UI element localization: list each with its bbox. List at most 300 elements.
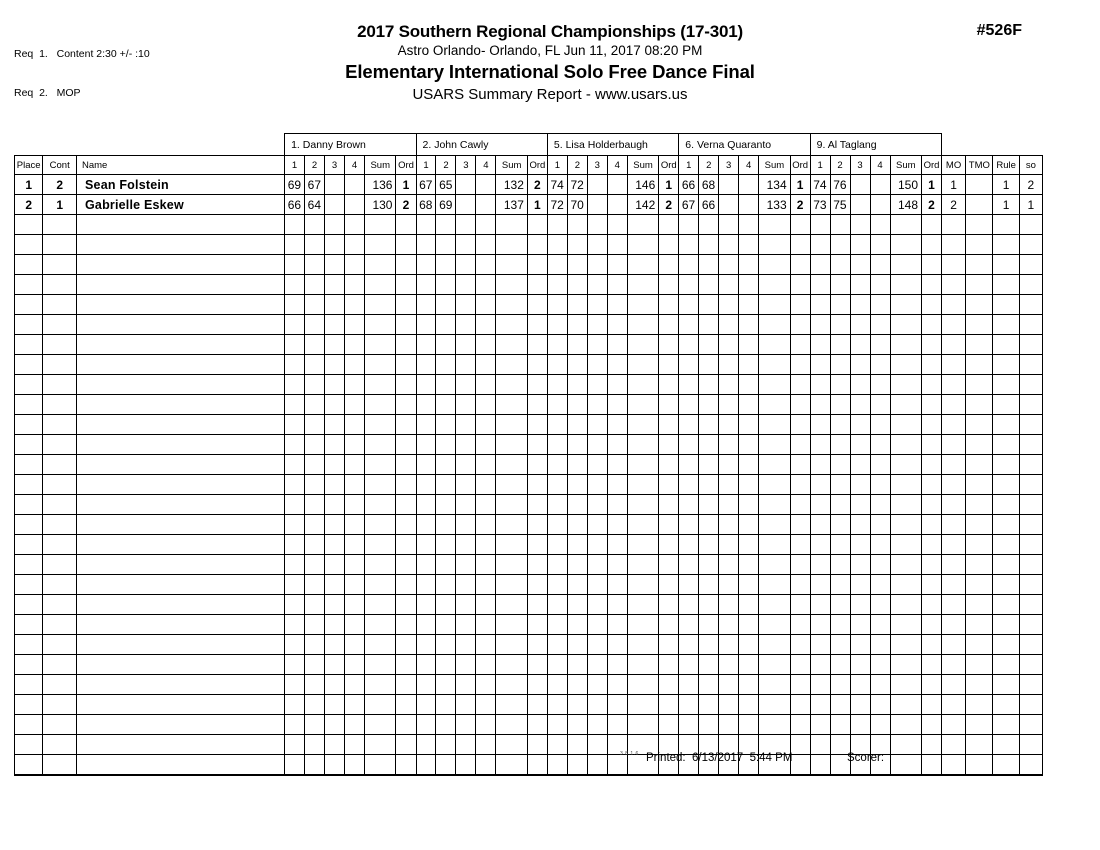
- cell-empty: [870, 375, 890, 395]
- report-header: [0, 22, 1100, 106]
- cell-empty: [43, 215, 77, 235]
- cell-empty: [496, 215, 528, 235]
- cell-empty: [496, 235, 528, 255]
- cell-empty: [345, 295, 365, 315]
- table-row-empty: [15, 455, 1043, 475]
- cell-empty: [966, 575, 993, 595]
- cell-empty: [810, 475, 830, 495]
- cell-empty: [15, 535, 43, 555]
- cell-empty: [285, 715, 305, 735]
- cell-empty: [699, 495, 719, 515]
- cell-empty: [547, 315, 567, 335]
- cell-empty: [496, 455, 528, 475]
- cell-empty: [396, 595, 416, 615]
- cell-empty: [77, 515, 285, 535]
- cell-empty: [77, 615, 285, 635]
- cell-empty: [1019, 695, 1042, 715]
- cell-empty: [396, 375, 416, 395]
- cell-empty: [627, 555, 659, 575]
- cell-empty: [436, 375, 456, 395]
- cell-empty: [305, 595, 325, 615]
- cell-empty: [679, 675, 699, 695]
- cell-empty: [587, 555, 607, 575]
- cell-empty: [285, 535, 305, 555]
- cell-empty: [436, 355, 456, 375]
- cell-empty: [567, 695, 587, 715]
- cell-empty: [759, 715, 791, 735]
- cell-empty: [922, 355, 942, 375]
- header-j2-m2: 2: [436, 156, 456, 175]
- cell-empty: [679, 435, 699, 455]
- cell-empty: [285, 435, 305, 455]
- cell-empty: [830, 235, 850, 255]
- cell-empty: [587, 215, 607, 235]
- cell-empty: [739, 475, 759, 495]
- cell-empty: [942, 295, 966, 315]
- cell-empty: [396, 475, 416, 495]
- cell-empty: [476, 555, 496, 575]
- cell-empty: [790, 655, 810, 675]
- cell-empty: [547, 515, 567, 535]
- judge-header-5: 9. Al Taglang: [810, 134, 941, 156]
- cell-empty: [527, 475, 547, 495]
- cell-empty: [699, 475, 719, 495]
- cell-empty: [476, 215, 496, 235]
- cell-empty: [43, 275, 77, 295]
- cell-empty: [456, 415, 476, 435]
- cell-empty: [547, 495, 567, 515]
- cell-empty: [527, 355, 547, 375]
- cell-empty: [922, 655, 942, 675]
- cell-empty: [396, 515, 416, 535]
- cell-empty: [659, 575, 679, 595]
- cell-empty: [627, 435, 659, 455]
- cell-empty: [607, 595, 627, 615]
- cell-empty: [305, 695, 325, 715]
- cell-empty: [396, 495, 416, 515]
- cell-empty: [456, 475, 476, 495]
- cell-empty: [456, 335, 476, 355]
- cell-empty: [790, 295, 810, 315]
- cell-empty: [850, 295, 870, 315]
- cell-empty: [739, 495, 759, 515]
- cell-empty: [396, 695, 416, 715]
- cell-empty: [627, 415, 659, 435]
- cell-so: 1: [1019, 195, 1042, 215]
- cell-empty: [567, 655, 587, 675]
- cell-empty: [77, 595, 285, 615]
- cell-empty: [719, 475, 739, 495]
- cell-empty: [496, 395, 528, 415]
- cell-empty: [659, 675, 679, 695]
- cell-empty: [15, 455, 43, 475]
- cell-empty: [942, 495, 966, 515]
- cell-empty: [325, 235, 345, 255]
- cell-empty: [325, 435, 345, 455]
- cell-empty: [476, 695, 496, 715]
- header-j5-m1: 1: [810, 156, 830, 175]
- cell-empty: [830, 375, 850, 395]
- cell-empty: [364, 575, 396, 595]
- cell-empty: [476, 515, 496, 535]
- cell-empty: [966, 395, 993, 415]
- cell-empty: [496, 595, 528, 615]
- cell-empty: [790, 455, 810, 475]
- cell-empty: [922, 595, 942, 615]
- cell-empty: [567, 615, 587, 635]
- cell-empty: [527, 375, 547, 395]
- cell-empty: [364, 535, 396, 555]
- cell-empty: [890, 655, 922, 675]
- cell-empty: [922, 275, 942, 295]
- cell-empty: [587, 435, 607, 455]
- cell-empty: [527, 495, 547, 515]
- cell-empty: [587, 355, 607, 375]
- cell-j4-mark1: 66: [679, 175, 699, 195]
- header-j3-sum: Sum: [627, 156, 659, 175]
- cell-cont: 1: [43, 195, 77, 215]
- cell-empty: [43, 695, 77, 715]
- cell-empty: [325, 475, 345, 495]
- cell-empty: [607, 215, 627, 235]
- cell-empty: [810, 535, 830, 555]
- cell-j3-mark4: [607, 175, 627, 195]
- cell-j2-sum: 132: [496, 175, 528, 195]
- cell-empty: [567, 315, 587, 335]
- cell-empty: [679, 215, 699, 235]
- cell-empty: [607, 375, 627, 395]
- cell-j5-mark3: [850, 175, 870, 195]
- cell-empty: [966, 715, 993, 735]
- cell-empty: [790, 595, 810, 615]
- cell-empty: [966, 235, 993, 255]
- cell-empty: [890, 495, 922, 515]
- cell-empty: [850, 475, 870, 495]
- cell-empty: [496, 275, 528, 295]
- cell-empty: [870, 435, 890, 455]
- cell-empty: [476, 615, 496, 635]
- cell-empty: [527, 275, 547, 295]
- cell-empty: [739, 635, 759, 655]
- cell-empty: [436, 295, 456, 315]
- cell-empty: [325, 495, 345, 515]
- version-code: 3.8.1.6: [620, 751, 639, 757]
- cell-empty: [43, 395, 77, 415]
- cell-empty: [890, 415, 922, 435]
- cell-empty: [790, 415, 810, 435]
- cell-empty: [325, 275, 345, 295]
- cell-empty: [810, 315, 830, 335]
- cell-empty: [810, 255, 830, 275]
- cell-empty: [922, 495, 942, 515]
- cell-empty: [850, 215, 870, 235]
- cell-empty: [476, 495, 496, 515]
- cell-empty: [396, 555, 416, 575]
- cell-empty: [627, 695, 659, 715]
- cell-empty: [345, 255, 365, 275]
- cell-empty: [416, 395, 436, 415]
- competition-title: 2017 Southern Regional Championships (17-301): [357, 22, 743, 41]
- cell-empty: [15, 675, 43, 695]
- cell-empty: [659, 615, 679, 635]
- cell-empty: [850, 315, 870, 335]
- cell-empty: [364, 675, 396, 695]
- cell-empty: [810, 495, 830, 515]
- cell-empty: [679, 635, 699, 655]
- cell-empty: [922, 295, 942, 315]
- cell-empty: [699, 375, 719, 395]
- cell-empty: [942, 515, 966, 535]
- cell-empty: [699, 655, 719, 675]
- cell-empty: [416, 715, 436, 735]
- cell-empty: [456, 275, 476, 295]
- cell-j1-mark4: [345, 175, 365, 195]
- cell-empty: [527, 415, 547, 435]
- cell-empty: [416, 235, 436, 255]
- cell-empty: [942, 355, 966, 375]
- cell-empty: [527, 635, 547, 655]
- cell-empty: [456, 675, 476, 695]
- cell-empty: [719, 655, 739, 675]
- cell-empty: [305, 215, 325, 235]
- cell-empty: [679, 335, 699, 355]
- cell-empty: [325, 255, 345, 275]
- cell-empty: [1019, 215, 1042, 235]
- cell-empty: [305, 335, 325, 355]
- cell-j1-ord: 1: [396, 175, 416, 195]
- cell-empty: [993, 635, 1019, 655]
- cell-empty: [830, 335, 850, 355]
- cell-empty: [15, 335, 43, 355]
- cell-empty: [993, 455, 1019, 475]
- cell-empty: [942, 455, 966, 475]
- cell-empty: [345, 215, 365, 235]
- cell-empty: [607, 435, 627, 455]
- cell-empty: [396, 615, 416, 635]
- cell-empty: [416, 375, 436, 395]
- cell-empty: [345, 715, 365, 735]
- cell-empty: [719, 515, 739, 535]
- cell-empty: [396, 715, 416, 735]
- cell-empty: [627, 275, 659, 295]
- cell-j2-mark4: [476, 175, 496, 195]
- cell-empty: [416, 255, 436, 275]
- cell-empty: [719, 455, 739, 475]
- cell-j1-mark1: 69: [285, 175, 305, 195]
- cell-empty: [810, 635, 830, 655]
- cell-empty: [305, 415, 325, 435]
- cell-empty: [305, 515, 325, 535]
- cell-empty: [1019, 235, 1042, 255]
- cell-empty: [345, 455, 365, 475]
- cell-empty: [587, 275, 607, 295]
- cell-empty: [77, 535, 285, 555]
- cell-empty: [810, 235, 830, 255]
- score-table: [14, 133, 1043, 776]
- table-row-empty: [15, 255, 1043, 275]
- cell-empty: [396, 655, 416, 675]
- cell-j4-mark3: [719, 175, 739, 195]
- cell-empty: [77, 315, 285, 335]
- cell-j4-mark1: 67: [679, 195, 699, 215]
- report-footer: [14, 750, 1043, 770]
- judge-header-4: 6. Verna Quaranto: [679, 134, 810, 156]
- cell-empty: [790, 435, 810, 455]
- header-place: Place: [15, 156, 43, 175]
- cell-empty: [830, 455, 850, 475]
- cell-empty: [890, 295, 922, 315]
- cell-empty: [416, 475, 436, 495]
- cell-empty: [627, 315, 659, 335]
- cell-empty: [285, 395, 305, 415]
- cell-empty: [305, 395, 325, 415]
- cell-empty: [305, 455, 325, 475]
- cell-empty: [679, 455, 699, 475]
- cell-empty: [15, 315, 43, 335]
- cell-empty: [759, 515, 791, 535]
- cell-empty: [496, 335, 528, 355]
- cell-empty: [870, 575, 890, 595]
- cell-empty: [15, 495, 43, 515]
- cell-j3-mark4: [607, 195, 627, 215]
- cell-empty: [456, 555, 476, 575]
- cell-empty: [77, 435, 285, 455]
- cell-j3-ord: 2: [659, 195, 679, 215]
- cell-empty: [305, 555, 325, 575]
- cell-empty: [77, 635, 285, 655]
- cell-empty: [790, 635, 810, 655]
- cell-empty: [922, 415, 942, 435]
- cell-empty: [587, 495, 607, 515]
- cell-empty: [739, 615, 759, 635]
- cell-empty: [396, 215, 416, 235]
- cell-empty: [77, 415, 285, 435]
- judge-band-spacer-name: [77, 134, 285, 156]
- cell-empty: [790, 235, 810, 255]
- cell-empty: [15, 295, 43, 315]
- header-j4-m4: 4: [739, 156, 759, 175]
- header-j4-m3: 3: [719, 156, 739, 175]
- cell-empty: [699, 315, 719, 335]
- cell-empty: [345, 415, 365, 435]
- judge-header-1: 1. Danny Brown: [285, 134, 416, 156]
- cell-tmo: [966, 175, 993, 195]
- cell-empty: [364, 335, 396, 355]
- header-j5-m2: 2: [830, 156, 850, 175]
- cell-empty: [285, 575, 305, 595]
- cell-empty: [607, 475, 627, 495]
- cell-empty: [416, 335, 436, 355]
- cell-empty: [659, 255, 679, 275]
- cell-empty: [790, 315, 810, 335]
- cell-empty: [396, 255, 416, 275]
- header-j5-ord: Ord: [922, 156, 942, 175]
- cell-empty: [496, 675, 528, 695]
- cell-empty: [15, 655, 43, 675]
- cell-j3-mark3: [587, 175, 607, 195]
- cell-empty: [436, 435, 456, 455]
- cell-empty: [567, 535, 587, 555]
- cell-empty: [850, 555, 870, 575]
- cell-empty: [1019, 335, 1042, 355]
- cell-empty: [627, 335, 659, 355]
- cell-empty: [15, 375, 43, 395]
- table-row: [15, 175, 1043, 195]
- cell-empty: [43, 535, 77, 555]
- cell-empty: [922, 335, 942, 355]
- cell-empty: [567, 375, 587, 395]
- header-tmo: TMO: [966, 156, 993, 175]
- cell-empty: [396, 455, 416, 475]
- cell-empty: [567, 235, 587, 255]
- cell-j4-ord: 2: [790, 195, 810, 215]
- cell-empty: [759, 635, 791, 655]
- cell-empty: [870, 355, 890, 375]
- cell-empty: [15, 395, 43, 415]
- cell-j5-mark3: [850, 195, 870, 215]
- cell-empty: [890, 375, 922, 395]
- cell-empty: [364, 635, 396, 655]
- cell-empty: [890, 335, 922, 355]
- cell-j3-mark2: 70: [567, 195, 587, 215]
- cell-j2-ord: 2: [527, 175, 547, 195]
- cell-empty: [739, 315, 759, 335]
- cell-empty: [345, 535, 365, 555]
- cell-empty: [759, 395, 791, 415]
- cell-empty: [527, 715, 547, 735]
- cell-empty: [1019, 635, 1042, 655]
- cell-empty: [966, 455, 993, 475]
- cell-empty: [922, 635, 942, 655]
- cell-empty: [77, 495, 285, 515]
- cell-empty: [942, 675, 966, 695]
- cell-empty: [547, 655, 567, 675]
- cell-empty: [759, 435, 791, 455]
- cell-empty: [699, 415, 719, 435]
- cell-empty: [679, 235, 699, 255]
- cell-j1-mark4: [345, 195, 365, 215]
- cell-empty: [476, 475, 496, 495]
- cell-empty: [527, 575, 547, 595]
- cell-empty: [527, 695, 547, 715]
- cell-empty: [627, 615, 659, 635]
- cell-empty: [364, 275, 396, 295]
- cell-empty: [627, 475, 659, 495]
- cell-empty: [325, 295, 345, 315]
- cell-empty: [77, 375, 285, 395]
- cell-empty: [587, 715, 607, 735]
- cell-empty: [456, 435, 476, 455]
- cell-empty: [364, 495, 396, 515]
- cell-empty: [285, 655, 305, 675]
- cell-empty: [567, 355, 587, 375]
- cell-empty: [870, 595, 890, 615]
- cell-empty: [966, 335, 993, 355]
- cell-j2-mark1: 68: [416, 195, 436, 215]
- cell-empty: [567, 495, 587, 515]
- judge-band-spacer-rule: [993, 134, 1019, 156]
- cell-empty: [790, 535, 810, 555]
- cell-empty: [77, 455, 285, 475]
- cell-empty: [77, 335, 285, 355]
- cell-empty: [416, 635, 436, 655]
- table-row-empty: [15, 655, 1043, 675]
- cell-empty: [547, 575, 567, 595]
- cell-empty: [305, 435, 325, 455]
- cell-empty: [345, 675, 365, 695]
- cell-empty: [364, 595, 396, 615]
- cell-empty: [1019, 415, 1042, 435]
